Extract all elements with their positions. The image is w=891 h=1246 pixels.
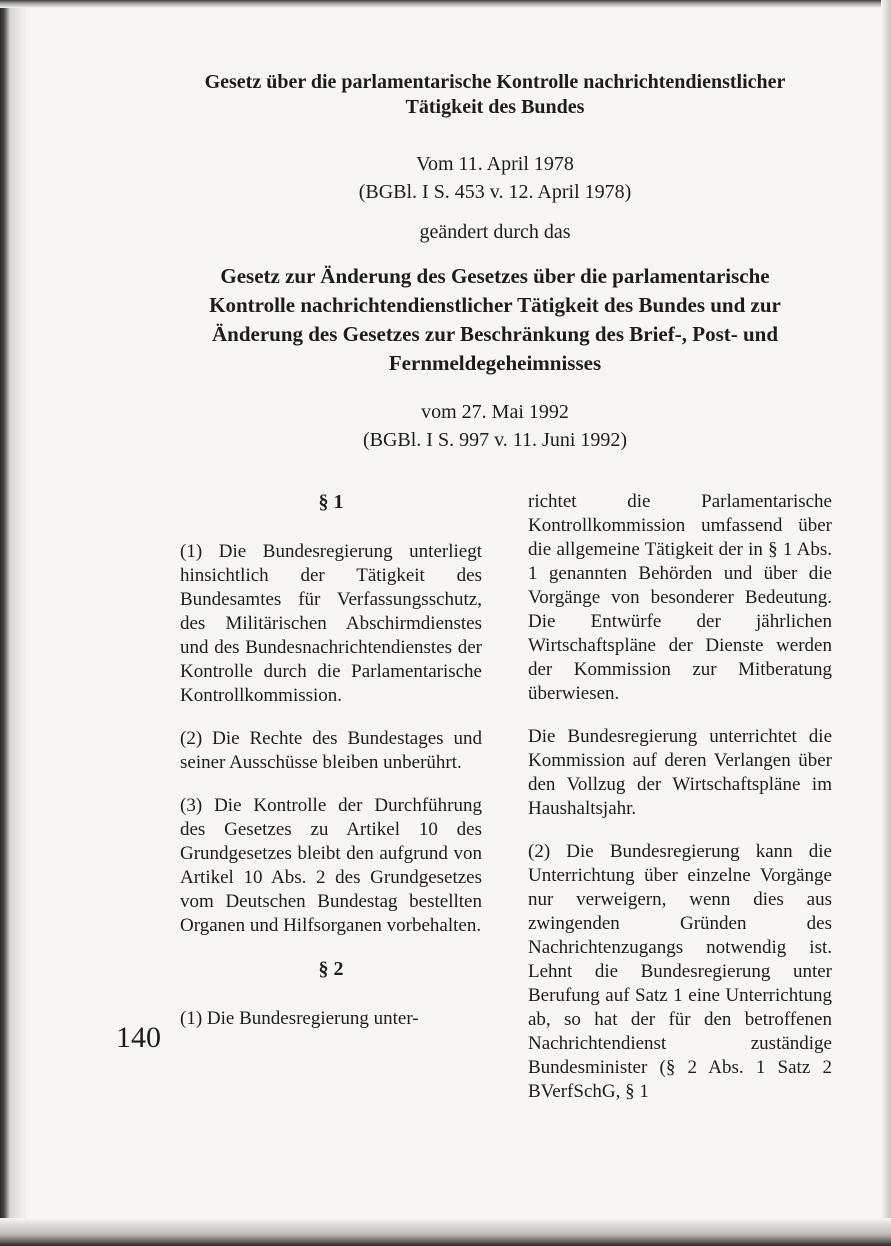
paragraph: (1) Die Bundesregierung unter- (180, 1008, 419, 1029)
law-date-block (180, 150, 810, 206)
amended-by-note: geändert durch das (419, 221, 571, 243)
paragraph: (1) Die Bundesregierung unterliegt hinsichtlich der Tätigkeit des Bundesamtes für Verfassungsschutz, des Militärischen Abschirmdienstes und des Bundesnachrichtendienstes der Kontrolle durch die Parlamentarische Kontrollkommission. (180, 541, 482, 706)
law-source: (BGBl. I S. 453 v. 12. April 1978) (358, 181, 632, 203)
law-title: Gesetz über die parlamentarische Kontrolle nachrichtendienstlicher Tätigkeit des Bundes (204, 71, 786, 118)
right-column (528, 490, 832, 1123)
paragraph: (3) Die Kontrolle der Durchführung des Gesetzes zu Artikel 10 des Grundgesetzes bleibt den aufgrund von Artikel 10 Abs. 2 des Grundgesetzes vom Deutschen Bundestag bestellten Organen und Hilfsorganen vorbehalten. (180, 795, 482, 936)
law-date: Vom 11. April 1978 (416, 153, 574, 175)
section-heading: § 2 (318, 958, 344, 980)
scan-edge-bottom (0, 1218, 891, 1246)
scan-edge-top (0, 0, 891, 8)
left-column (180, 490, 482, 1050)
page-number: 140 (116, 1021, 161, 1054)
scan-edge-right (881, 0, 891, 1246)
paragraph: Die Bundesregierung unterrichtet die Kommission auf deren Verlangen über den Vollzug der Wirtschaftspläne im Haushaltsjahr. (528, 726, 832, 819)
scan-edge-left (0, 0, 26, 1246)
amendment-title: Gesetz zur Änderung des Gesetzes über die parlamentarische Kontrolle nachrichtendienstlicher Tätigkeit des Bundes und zur Änderung des Gesetzes zur Beschränkung des Brief-, Post- und Fernmeldegeheimnisses (209, 264, 781, 375)
amendment-date-block (180, 398, 810, 454)
amendment-date: vom 27. Mai 1992 (421, 401, 569, 423)
paragraph: richtet die Parlamentarische Kontrollkommission umfassend über die allgemeine Tätigkeit der in § 1 Abs. 1 genannten Behörden und über die Vorgänge von besonderer Bedeutung. Die Entwürfe der jährlichen Wirtschaftspläne der Dienste werden der Kommission zur Mitberatung überwiesen. (528, 491, 832, 704)
paragraph: (2) Die Rechte des Bundestages und seiner Ausschüsse bleiben unberührt. (180, 728, 482, 773)
paragraph: (2) Die Bundesregierung kann die Unterrichtung über einzelne Vorgänge nur verweigern, wenn dies aus zwingenden Gründen des Nachrichtenzugangs notwendig ist. Lehnt die Bundesregierung unter Berufung auf Satz 1 eine Unterrichtung ab, so hat der für den betroffenen Nachrichtendienst zuständige Bundesminister (§ 2 Abs. 1 Satz 2 BVerfSchG, § 1 (528, 841, 832, 1102)
amendment-source: (BGBl. I S. 997 v. 11. Juni 1992) (362, 429, 628, 451)
section-heading: § 1 (318, 491, 344, 513)
